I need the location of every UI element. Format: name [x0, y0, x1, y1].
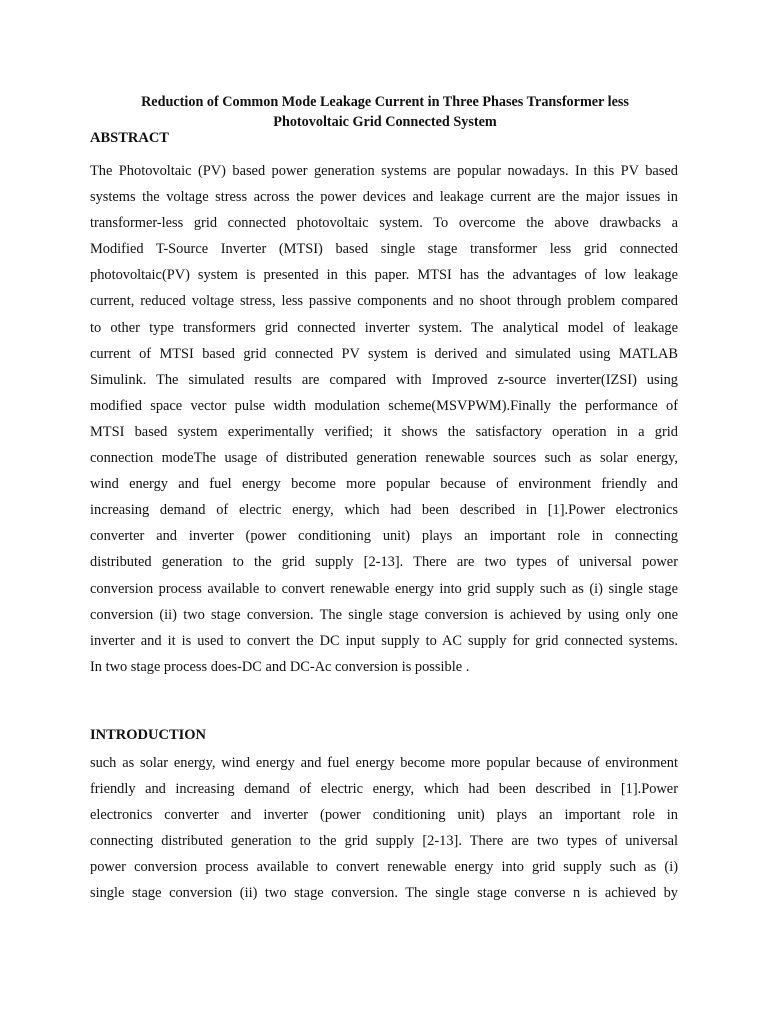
- abstract-line: Simulink. The simulated results are compared with Improved z-source inverter(IZSI) using: [90, 371, 678, 388]
- abstract-line: The Photovoltaic (PV) based power generation systems are popular nowadays. In this PV based: [90, 163, 678, 179]
- abstract-line: wind energy and fuel energy become more popular because of environment friendly and: [90, 476, 678, 493]
- paper-title-line-2: Photovoltaic Grid Connected System: [273, 114, 497, 130]
- abstract-line: to other type transformers grid connected inverter system. The analytical model of leakage: [90, 319, 678, 336]
- abstract-line: systems the voltage stress across the power devices and leakage current are the major issues in: [90, 189, 678, 206]
- abstract-heading: ABSTRACT: [90, 130, 169, 146]
- abstract-line: connection modeThe usage of distributed generation renewable sources such as solar energy,: [90, 450, 678, 467]
- abstract-line: MTSI based system experimentally verified; it shows the satisfactory operation in a grid: [90, 423, 678, 440]
- abstract-line: modified space vector pulse width modulation scheme(MSVPWM).Finally the performance of: [90, 397, 678, 414]
- paper-title-line-1: Reduction of Common Mode Leakage Current in Three Phases Transformer less: [141, 94, 629, 110]
- introduction-line: single stage conversion (ii) two stage conversion. The single stage converse n is achieved by: [90, 885, 678, 902]
- abstract-line: In two stage process does-DC and DC-Ac conversion is possible .: [90, 658, 470, 675]
- paper-title: [90, 92, 680, 132]
- abstract-line: Modified T-Source Inverter (MTSI) based single stage transformer less grid connected: [90, 241, 678, 258]
- introduction-line: such as solar energy, wind energy and fuel energy become more popular because of environment: [90, 755, 678, 771]
- introduction-line: connecting distributed generation to the grid supply [2-13]. There are two types of universal: [90, 833, 678, 850]
- abstract-line: transformer-less grid connected photovoltaic system. To overcome the above drawbacks a: [90, 215, 678, 232]
- introduction-line: friendly and increasing demand of electric energy, which had been described in [1].Power: [90, 781, 678, 798]
- abstract-paragraph: [90, 158, 678, 680]
- abstract-line: current of MTSI based grid connected PV system is derived and simulated using MATLAB: [90, 345, 678, 362]
- abstract-line: conversion process available to convert renewable energy into grid supply such as (i) single stage: [90, 580, 678, 597]
- abstract-line: photovoltaic(PV) system is presented in this paper. MTSI has the advantages of low leakage: [90, 267, 678, 284]
- abstract-line: conversion (ii) two stage conversion. The single stage conversion is achieved by using only one: [90, 606, 678, 623]
- abstract-line: converter and inverter (power conditioning unit) plays an important role in connecting: [90, 528, 678, 545]
- abstract-line: current, reduced voltage stress, less passive components and no shoot through problem compared: [90, 293, 678, 310]
- introduction-paragraph: [90, 750, 678, 907]
- introduction-line: power conversion process available to convert renewable energy into grid supply such as (i): [90, 859, 678, 876]
- introduction-heading: INTRODUCTION: [90, 727, 207, 743]
- introduction-line: electronics converter and inverter (power conditioning unit) plays an important role in: [90, 807, 678, 824]
- abstract-line: distributed generation to the grid supply [2-13]. There are two types of universal power: [90, 554, 678, 571]
- abstract-line: inverter and it is used to convert the DC input supply to AC supply for grid connected systems.: [90, 632, 678, 649]
- abstract-line: increasing demand of electric energy, which had been described in [1].Power electronics: [90, 502, 678, 519]
